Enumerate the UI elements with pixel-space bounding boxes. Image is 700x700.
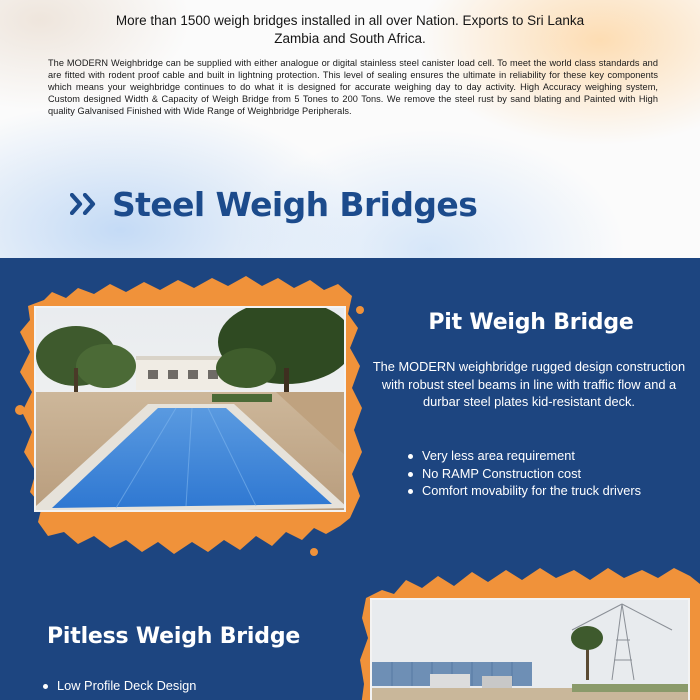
list-item: Low Profile Deck Design [43,677,196,695]
pit-feature-list [408,447,641,500]
list-item: Comfort movability for the truck drivers [408,482,641,500]
products-section [0,258,700,700]
pit-weigh-bridge-title: Pit Weigh Bridge [428,310,634,335]
exports-line-2: Zambia and South Africa. [274,31,426,46]
section-title: Steel Weigh Bridges [112,184,478,224]
intro-paragraph: The MODERN Weighbridge can be supplied with either analogue or digital stainless steel canister load cell. To meet the world class standards and are fitted with rodent proof cable and built in lightning protection. This level of sealing ensures the ultimate in reliability for these key components which means your weighbridge continues to do what it is designed for accurate weighing day to day activity. High Accuracy weighing system, Custom designed Width & Capacity of Weigh Bridge from 5 Tones to 200 Tons. We remove the steel rust by sand blating and Painted with High quality Galvanised Finished with Wide Range of Weighbridge Peripherals. [48,58,658,116]
pit-weigh-bridge-description: The MODERN weighbridge rugged design construction with robust steel beams in line with traffic flow and a durbar steel plates kid-resistant deck. [372,359,686,409]
section-heading [70,182,477,226]
pit-weigh-bridge-photo [34,306,346,512]
double-chevron-right-icon [70,193,100,215]
exports-line-1: More than 1500 weigh bridges installed in all over Nation. Exports to Sri Lanka [115,13,585,28]
pitless-feature-list [43,677,196,695]
pitless-weigh-bridge-title: Pitless Weigh Bridge [47,624,301,649]
pitless-weigh-bridge-photo [370,598,690,700]
list-item: Very less area requirement [408,447,641,465]
exports-text [0,12,700,48]
intro-section [0,0,700,258]
list-item: No RAMP Construction cost [408,465,641,483]
